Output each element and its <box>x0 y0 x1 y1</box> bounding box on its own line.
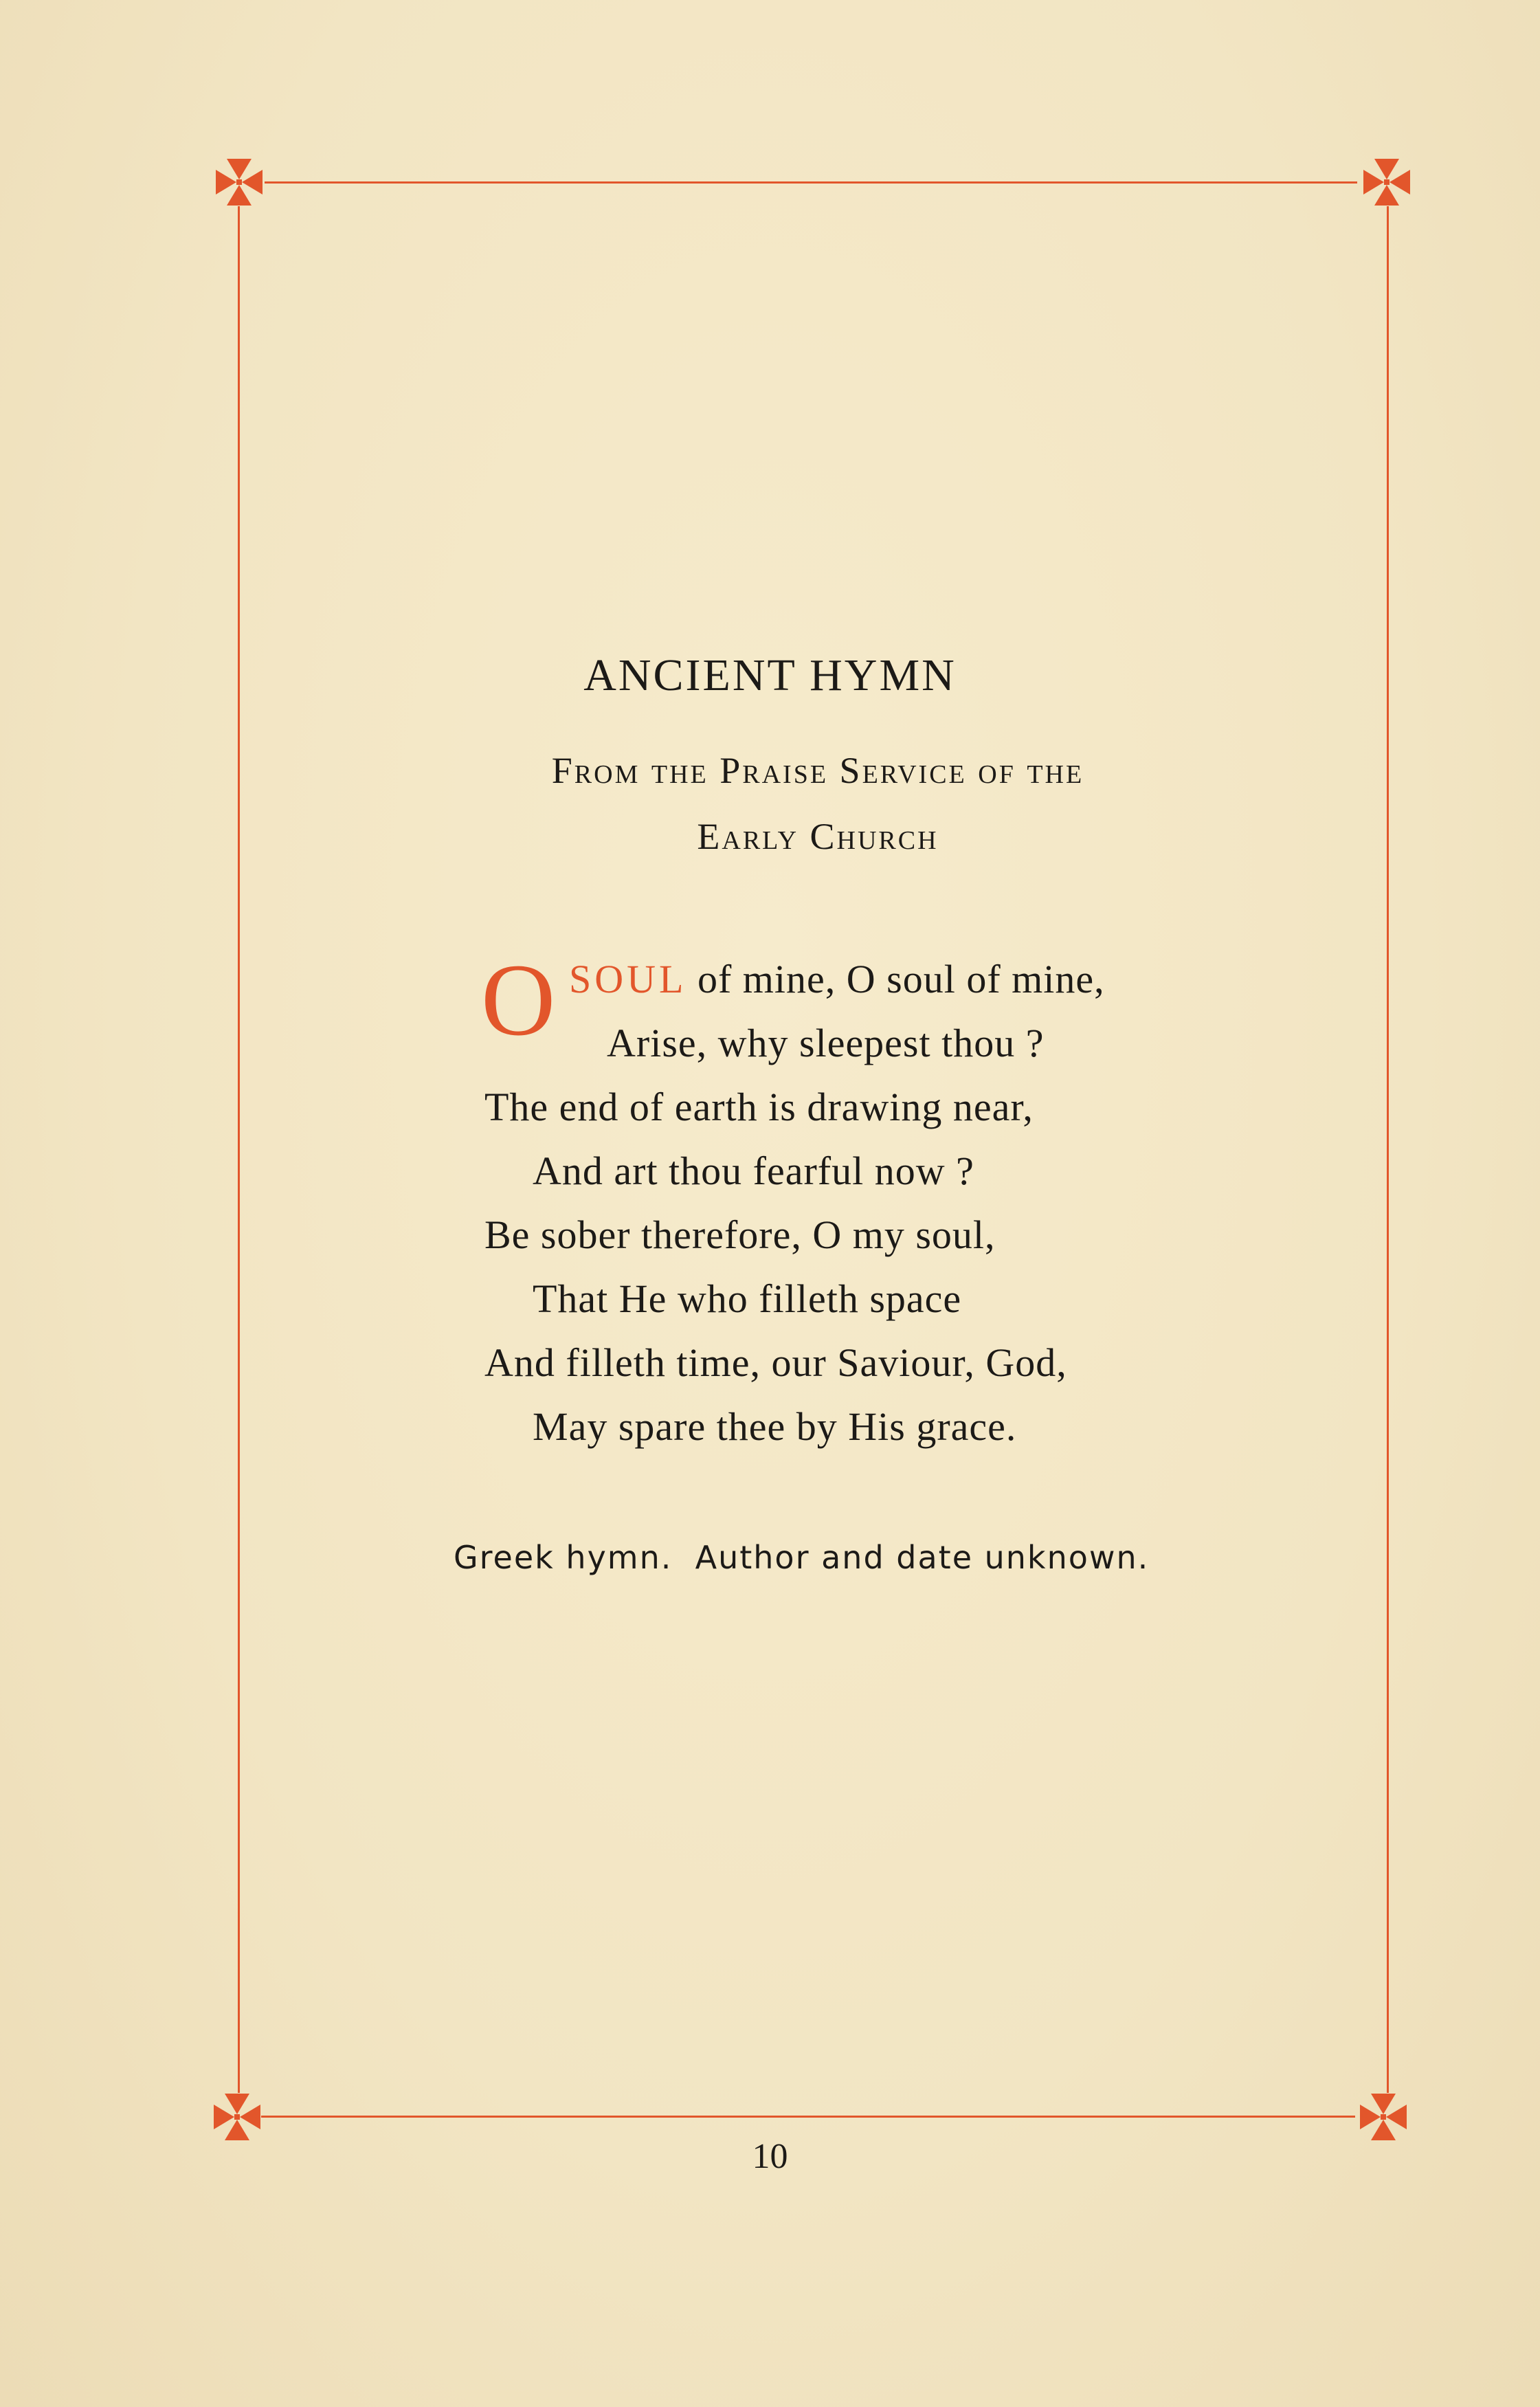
subtitle-line-2: Early Church <box>697 816 939 857</box>
first-word: SOUL <box>569 957 687 1001</box>
first-line-rest: of mine, O soul of mine, <box>687 957 1105 1001</box>
frame-rule-left <box>238 206 240 2093</box>
subtitle-line-1: From the Praise Service of the <box>551 750 1084 791</box>
maltese-cross-icon <box>1359 155 1414 210</box>
poem-line-4: And art thou fearful now ? <box>533 1149 974 1193</box>
maltese-cross-icon <box>212 155 267 210</box>
poem-line-2: Arise, why sleepest thou ? <box>607 1021 1045 1065</box>
poem-line-6: That He who filleth space <box>533 1276 962 1321</box>
poem-line-7: And filleth time, our Saviour, God, <box>484 1340 1067 1385</box>
attribution: Greek hymn. Author and date unknown. <box>454 1539 1150 1576</box>
drop-cap: O <box>481 943 556 1057</box>
poem-body <box>484 1011 1447 1458</box>
frame-rule-bottom <box>261 2116 1355 2118</box>
page-number: 10 <box>752 2137 788 2176</box>
poem-line-1 <box>569 947 1105 1011</box>
frame-rule-top <box>265 181 1357 184</box>
hymn-subtitle <box>426 737 1209 869</box>
poem-line-8: May spare thee by His grace. <box>533 1404 1017 1449</box>
poem-line-5: Be sober therefore, O my soul, <box>484 1212 996 1257</box>
poem-line-3: The end of earth is drawing near, <box>484 1085 1034 1129</box>
hymn-title: ANCIENT HYMN <box>583 650 957 700</box>
